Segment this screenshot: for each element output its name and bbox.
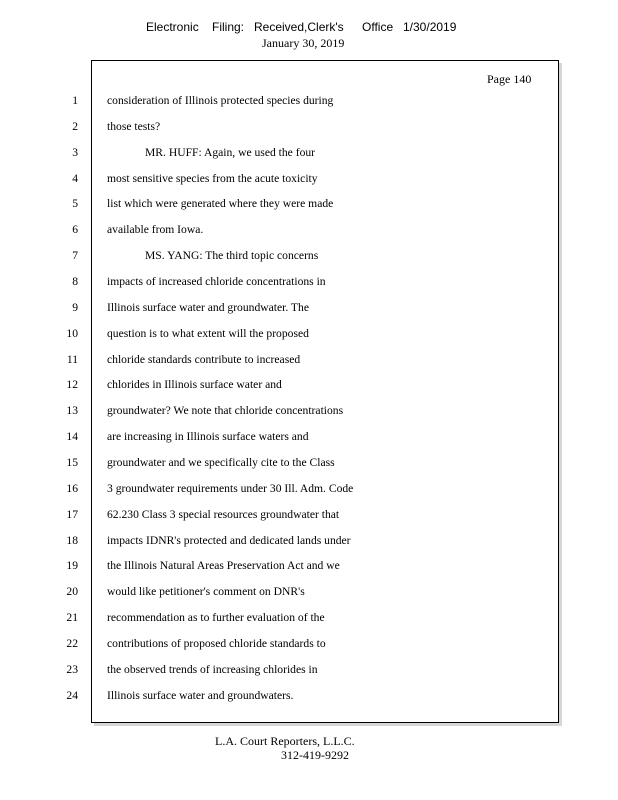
line-number: 18 [66, 533, 78, 547]
transcript-line [0, 249, 618, 265]
line-number: 24 [66, 688, 78, 702]
line-text: groundwater and we specifically cite to the Class [107, 455, 335, 469]
transcript-line [0, 197, 618, 213]
line-number: 10 [66, 326, 78, 340]
line-number: 20 [66, 585, 78, 599]
line-number: 8 [72, 275, 78, 288]
page-number: Page 140 [487, 72, 532, 86]
transcript-line [0, 559, 618, 575]
footer-phone-text: 312-419-9292 [281, 748, 349, 762]
line-number: 12 [66, 378, 78, 392]
line-number: 5 [72, 197, 78, 211]
line-text: the Illinois Natural Areas Preservation Act and we [107, 559, 340, 573]
line-text: recommendation as to further evaluation of the [107, 611, 325, 624]
transcript-line [0, 456, 618, 472]
transcript-line [0, 301, 618, 317]
footer-company-text: L.A. Court Reporters, L.L.C. [215, 734, 355, 748]
line-text: the observed trends of increasing chlorides in [107, 662, 318, 676]
stamp-office: Office [362, 20, 394, 34]
line-text: chloride standards contribute to increased [107, 352, 301, 366]
line-number: 23 [66, 662, 78, 676]
line-text: would like petitioner's comment on DNR's [107, 585, 305, 599]
line-text: chlorides in Illinois surface water and [107, 378, 282, 392]
line-number: 9 [72, 300, 78, 314]
line-number: 2 [72, 119, 78, 133]
line-text: groundwater? We note that chloride concentrations [107, 404, 344, 418]
line-text: 3 groundwater requirements under 30 Ill. Adm. Code [107, 481, 354, 495]
line-number: 17 [66, 507, 78, 521]
transcript-line [0, 146, 618, 162]
transcript-line [0, 404, 618, 420]
transcript-line [0, 663, 618, 679]
line-text: most sensitive species from the acute toxicity [107, 171, 318, 185]
line-number: 13 [66, 404, 78, 418]
line-number: 15 [66, 455, 78, 469]
line-text: available from Iowa. [107, 223, 204, 237]
transcript-line [0, 120, 618, 136]
transcript-line [0, 611, 618, 627]
transcript-line [0, 430, 618, 446]
line-text: list which were generated where they were made [107, 197, 334, 211]
stamp-date: 1/30/2019 [403, 20, 457, 34]
line-text: are increasing in Illinois surface waters and [107, 430, 309, 444]
transcript-line [0, 275, 618, 291]
line-number: 14 [66, 430, 78, 444]
transcript-line [0, 689, 618, 705]
line-text: Illinois surface water and groundwater. The [107, 300, 309, 314]
line-number: 1 [72, 94, 78, 107]
transcript-line [0, 585, 618, 601]
stamp-received: Received,Clerk's [254, 20, 344, 34]
transcript-line [0, 378, 618, 394]
line-text: 62.230 Class 3 special resources groundwater that [107, 507, 340, 521]
line-number: 7 [72, 249, 78, 263]
line-number: 3 [72, 145, 78, 159]
line-text: consideration of Illinois protected species during [107, 94, 334, 107]
line-number: 19 [66, 559, 78, 573]
line-text: those tests? [107, 119, 161, 133]
transcript-line [0, 94, 618, 110]
transcript-line [0, 172, 618, 188]
line-text: impacts of increased chloride concentrations in [107, 275, 326, 288]
line-number: 11 [66, 352, 78, 366]
line-number: 16 [66, 481, 78, 495]
transcript-line [0, 637, 618, 653]
stamp-filing: Filing: [212, 20, 245, 34]
line-text: MR. HUFF: Again, we used the four [145, 145, 316, 159]
stamp-electronic: Electronic [146, 20, 199, 34]
transcript-line [0, 327, 618, 343]
line-text: contributions of proposed chloride standards to [107, 636, 326, 650]
transcript-line [0, 353, 618, 369]
line-number: 6 [72, 223, 78, 237]
line-number: 21 [66, 611, 78, 624]
transcript-line [0, 223, 618, 239]
line-text: question is to what extent will the proposed [107, 326, 309, 340]
line-number: 4 [72, 171, 78, 185]
line-text: impacts IDNR's protected and dedicated lands under [107, 533, 351, 547]
transcript-line [0, 508, 618, 524]
transcript-line [0, 534, 618, 550]
line-text: MS. YANG: The third topic concerns [145, 249, 319, 263]
line-text: Illinois surface water and groundwaters. [107, 688, 294, 702]
transcript-line [0, 482, 618, 498]
line-number: 22 [66, 636, 78, 650]
stamp-date-long: January 30, 2019 [262, 36, 345, 50]
